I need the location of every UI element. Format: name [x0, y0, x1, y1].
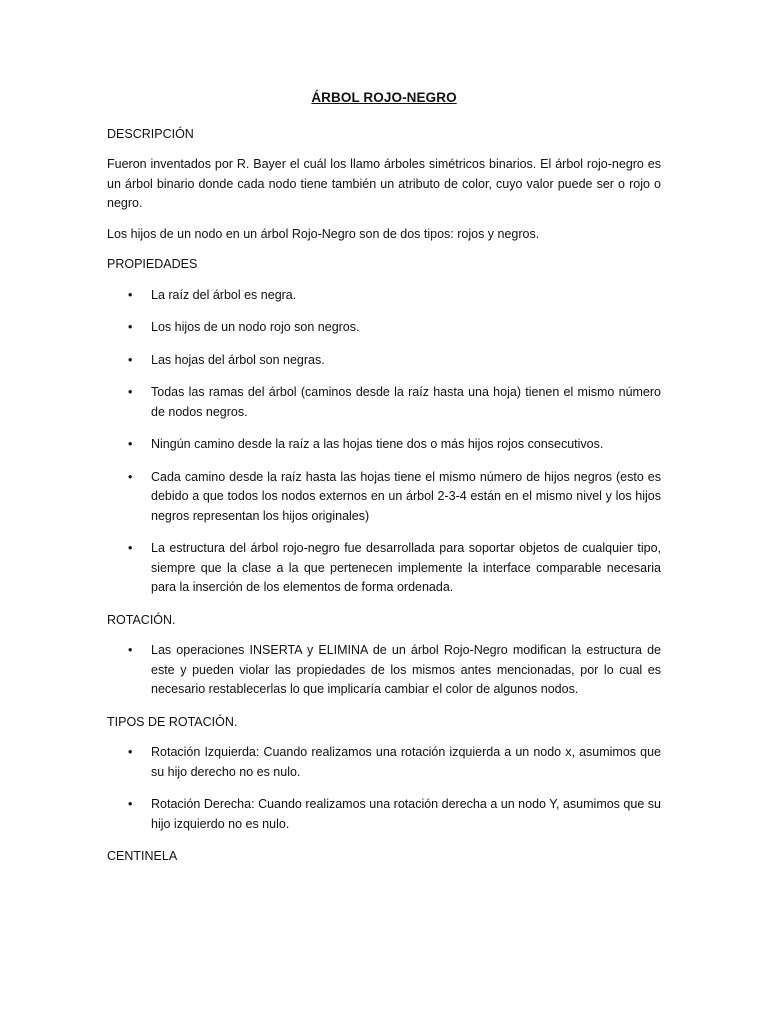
list-item-text: Rotación Derecha: Cuando realizamos una rotación derecha a un nodo Y, asumimos que su hijo izquierdo no es nulo.	[151, 797, 661, 831]
list-item	[107, 383, 661, 422]
section-heading-descripcion: DESCRIPCIÓN	[107, 126, 194, 141]
propiedades-list	[107, 286, 661, 598]
tipos-rotacion-list	[107, 743, 661, 834]
list-item	[107, 286, 661, 306]
bullet-icon: •	[128, 643, 133, 657]
section-heading-centinela: CENTINELA	[107, 849, 178, 863]
section-heading-rotacion: ROTACIÓN.	[107, 612, 176, 627]
list-item	[107, 318, 661, 338]
bullet-icon: •	[128, 541, 133, 555]
rotacion-list	[107, 641, 661, 700]
paragraph-descripcion-2: Los hijos de un nodo en un árbol Rojo-Negro son de dos tipos: rojos y negros.	[107, 226, 540, 241]
bullet-icon: •	[128, 437, 133, 451]
bullet-icon: •	[128, 469, 133, 484]
list-item	[107, 435, 661, 455]
bullet-icon: •	[128, 320, 133, 334]
list-item-text: La raíz del árbol es negra.	[151, 287, 297, 302]
section-heading-tipos-rotacion: TIPOS DE ROTACIÓN.	[107, 714, 238, 729]
bullet-icon: •	[128, 287, 133, 302]
list-item-text: Las hojas del árbol son negras.	[151, 352, 325, 367]
bullet-icon: •	[128, 797, 133, 811]
list-item	[107, 795, 661, 834]
document-title: ÁRBOL ROJO-NEGRO	[311, 90, 457, 105]
bullet-icon: •	[128, 745, 133, 759]
bullet-icon: •	[128, 385, 133, 399]
list-item-text: Todas las ramas del árbol (caminos desde la raíz hasta una hoja) tienen el mismo número de nodos negros.	[151, 385, 661, 419]
list-item	[107, 743, 661, 782]
list-item-text: La estructura del árbol rojo-negro fue desarrollada para soportar objetos de cualquier tipo, siempre que la clase a la que pertenecen implemente la interface comparable necesaria para la inserción de los elementos de forma ordenada.	[151, 541, 661, 594]
paragraph-descripcion-1: Fueron inventados por R. Bayer el cuál los llamo árboles simétricos binarios. El árbol rojo-negro es un árbol binario donde cada nodo tiene también un atributo de color, cuyo valor puede ser o rojo o negro.	[107, 157, 661, 210]
list-item-text: Rotación Izquierda: Cuando realizamos una rotación izquierda a un nodo x, asumimos que su hijo derecho no es nulo.	[151, 745, 661, 779]
list-item	[107, 539, 661, 598]
list-item	[107, 468, 661, 527]
list-item	[107, 351, 661, 371]
list-item-text: Ningún camino desde la raíz a las hojas tiene dos o más hijos rojos consecutivos.	[151, 437, 604, 451]
list-item-text: Los hijos de un nodo rojo son negros.	[151, 320, 360, 334]
list-item-text: Cada camino desde la raíz hasta las hojas tiene el mismo número de hijos negros (esto es debido a que todos los nodos externos en un árbol 2-3-4 están en el mismo nivel y los hijos negros representan los hijos originales)	[151, 469, 661, 523]
list-item-text: Las operaciones INSERTA y ELIMINA de un árbol Rojo-Negro modifican la estructura de este y pueden violar las propiedades de los mismos antes mencionadas, por lo cual es necesario restablecerlas lo que implicaría cambiar el color de algunos nodos.	[151, 643, 661, 696]
list-item	[107, 641, 661, 700]
bullet-icon: •	[128, 352, 133, 367]
section-heading-propiedades: PROPIEDADES	[107, 257, 198, 271]
